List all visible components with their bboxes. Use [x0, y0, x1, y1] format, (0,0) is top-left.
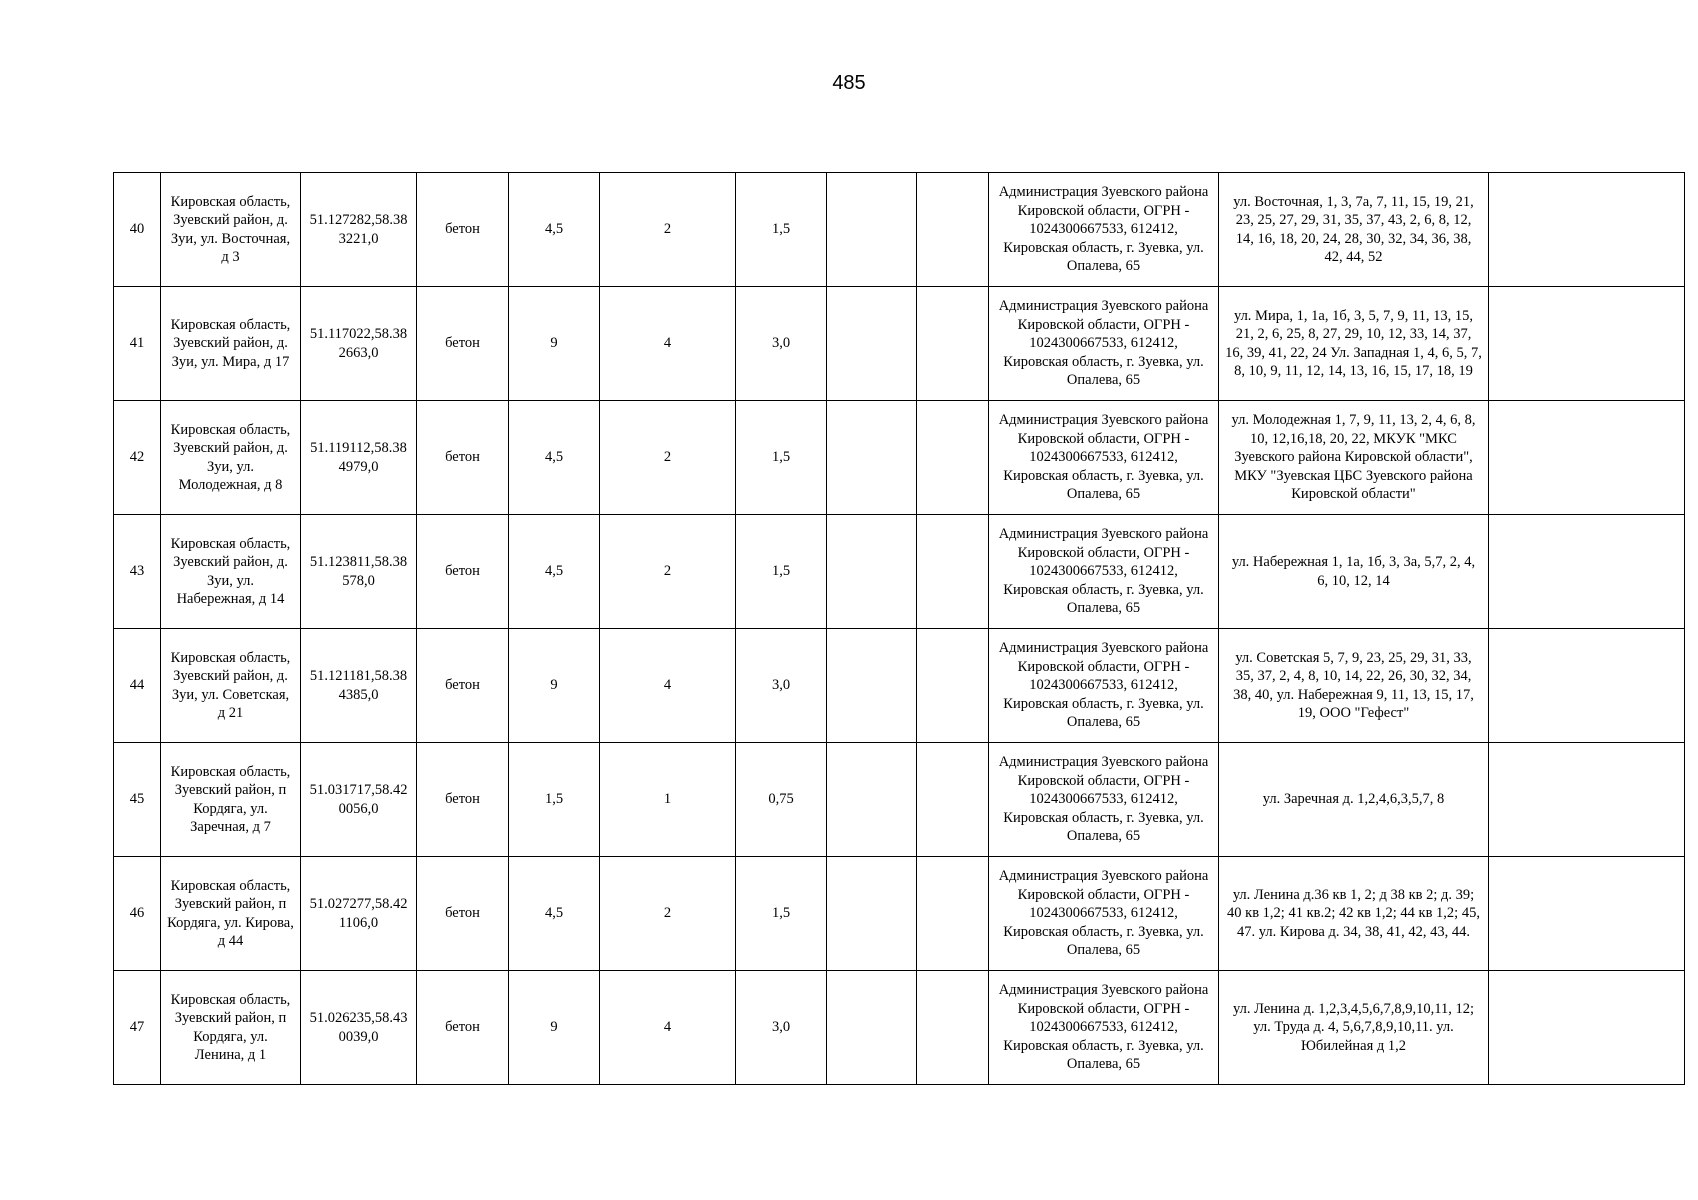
volume-cell: 1,5	[736, 401, 827, 515]
empty-cell-2	[917, 743, 989, 857]
served-addresses-cell: ул. Молодежная 1, 7, 9, 11, 13, 2, 4, 6, 8, 10, 12,16,18, 20, 22, МКУК "МКС Зуевского района Кировской области", МКУ "Зуевская ЦБС Зуевского района Кировской области"	[1219, 401, 1489, 515]
address-cell: Кировская область, Зуевский район, д. Зуи, ул. Набережная, д 14	[161, 515, 301, 629]
area-cell: 9	[509, 287, 600, 401]
row-number-cell: 43	[114, 515, 161, 629]
page-number: 485	[832, 72, 866, 94]
served-addresses-cell: ул. Ленина д. 1,2,3,4,5,6,7,8,9,10,11, 12; ул. Труда д. 4, 5,6,7,8,9,10,11. ул. Юбилейная д 1,2	[1219, 971, 1489, 1085]
coordinates-cell: 51.121181,58.384385,0	[301, 629, 417, 743]
surface-cell: бетон	[417, 971, 509, 1085]
note-cell	[1489, 515, 1685, 629]
address-cell: Кировская область, Зуевский район, д. Зуи, ул. Мира, д 17	[161, 287, 301, 401]
owner-cell: Администрация Зуевского района Кировской области, ОГРН - 1024300667533, 612412, Кировская область, г. Зуевка, ул. Опалева, 65	[989, 173, 1219, 287]
table-row	[114, 857, 1685, 971]
containers-count-cell: 2	[600, 857, 736, 971]
area-cell: 4,5	[509, 401, 600, 515]
area-cell: 1,5	[509, 743, 600, 857]
served-addresses-cell: ул. Ленина д.36 кв 1, 2; д 38 кв 2; д. 39; 40 кв 1,2; 41 кв.2; 42 кв 1,2; 44 кв 1,2; 45, 47. ул. Кирова д. 34, 38, 41, 42, 43, 44.	[1219, 857, 1489, 971]
containers-count-cell: 2	[600, 401, 736, 515]
empty-cell-2	[917, 287, 989, 401]
row-number-cell: 44	[114, 629, 161, 743]
volume-cell: 3,0	[736, 287, 827, 401]
surface-cell: бетон	[417, 515, 509, 629]
containers-count-cell: 1	[600, 743, 736, 857]
coordinates-cell: 51.117022,58.382663,0	[301, 287, 417, 401]
area-cell: 4,5	[509, 515, 600, 629]
row-number-cell: 42	[114, 401, 161, 515]
surface-cell: бетон	[417, 857, 509, 971]
containers-count-cell: 4	[600, 971, 736, 1085]
empty-cell-2	[917, 401, 989, 515]
empty-cell-2	[917, 515, 989, 629]
empty-cell-2	[917, 629, 989, 743]
table-row	[114, 173, 1685, 287]
empty-cell-1	[827, 515, 917, 629]
empty-cell-2	[917, 173, 989, 287]
empty-cell-2	[917, 971, 989, 1085]
coordinates-cell: 51.127282,58.383221,0	[301, 173, 417, 287]
row-number-cell: 46	[114, 857, 161, 971]
note-cell	[1489, 743, 1685, 857]
address-cell: Кировская область, Зуевский район, п Кордяга, ул. Кирова, д 44	[161, 857, 301, 971]
table-row	[114, 515, 1685, 629]
table-row	[114, 971, 1685, 1085]
empty-cell-1	[827, 287, 917, 401]
area-cell: 9	[509, 971, 600, 1085]
surface-cell: бетон	[417, 401, 509, 515]
volume-cell: 1,5	[736, 515, 827, 629]
surface-cell: бетон	[417, 173, 509, 287]
row-number-cell: 47	[114, 971, 161, 1085]
table-row	[114, 287, 1685, 401]
owner-cell: Администрация Зуевского района Кировской области, ОГРН - 1024300667533, 612412, Кировская область, г. Зуевка, ул. Опалева, 65	[989, 515, 1219, 629]
volume-cell: 1,5	[736, 857, 827, 971]
empty-cell-1	[827, 971, 917, 1085]
area-cell: 4,5	[509, 857, 600, 971]
owner-cell: Администрация Зуевского района Кировской области, ОГРН - 1024300667533, 612412, Кировская область, г. Зуевка, ул. Опалева, 65	[989, 401, 1219, 515]
volume-cell: 0,75	[736, 743, 827, 857]
address-cell: Кировская область, Зуевский район, д. Зуи, ул. Советская, д 21	[161, 629, 301, 743]
coordinates-cell: 51.026235,58.430039,0	[301, 971, 417, 1085]
owner-cell: Администрация Зуевского района Кировской области, ОГРН - 1024300667533, 612412, Кировская область, г. Зуевка, ул. Опалева, 65	[989, 971, 1219, 1085]
surface-cell: бетон	[417, 743, 509, 857]
volume-cell: 3,0	[736, 629, 827, 743]
empty-cell-1	[827, 857, 917, 971]
coordinates-cell: 51.123811,58.38578,0	[301, 515, 417, 629]
note-cell	[1489, 173, 1685, 287]
empty-cell-1	[827, 401, 917, 515]
note-cell	[1489, 287, 1685, 401]
surface-cell: бетон	[417, 629, 509, 743]
coordinates-cell: 51.031717,58.420056,0	[301, 743, 417, 857]
owner-cell: Администрация Зуевского района Кировской области, ОГРН - 1024300667533, 612412, Кировская область, г. Зуевка, ул. Опалева, 65	[989, 857, 1219, 971]
row-number-cell: 40	[114, 173, 161, 287]
address-cell: Кировская область, Зуевский район, д. Зуи, ул. Восточная, д 3	[161, 173, 301, 287]
served-addresses-cell: ул. Советская 5, 7, 9, 23, 25, 29, 31, 33, 35, 37, 2, 4, 8, 10, 14, 22, 26, 30, 32, 34, 38, 40, ул. Набережная 9, 11, 13, 15, 17, 19, ООО "Гефест"	[1219, 629, 1489, 743]
row-number-cell: 45	[114, 743, 161, 857]
area-cell: 4,5	[509, 173, 600, 287]
row-number-cell: 41	[114, 287, 161, 401]
surface-cell: бетон	[417, 287, 509, 401]
area-cell: 9	[509, 629, 600, 743]
served-addresses-cell: ул. Набережная 1, 1а, 1б, 3, 3а, 5,7, 2, 4, 6, 10, 12, 14	[1219, 515, 1489, 629]
coordinates-cell: 51.119112,58.384979,0	[301, 401, 417, 515]
empty-cell-1	[827, 173, 917, 287]
table-row	[114, 629, 1685, 743]
volume-cell: 3,0	[736, 971, 827, 1085]
containers-count-cell: 4	[600, 287, 736, 401]
note-cell	[1489, 401, 1685, 515]
owner-cell: Администрация Зуевского района Кировской области, ОГРН - 1024300667533, 612412, Кировская область, г. Зуевка, ул. Опалева, 65	[989, 287, 1219, 401]
empty-cell-1	[827, 629, 917, 743]
address-cell: Кировская область, Зуевский район, д. Зуи, ул. Молодежная, д 8	[161, 401, 301, 515]
volume-cell: 1,5	[736, 173, 827, 287]
address-cell: Кировская область, Зуевский район, п Кордяга, ул. Заречная, д 7	[161, 743, 301, 857]
address-cell: Кировская область, Зуевский район, п Кордяга, ул. Ленина, д 1	[161, 971, 301, 1085]
served-addresses-cell: ул. Восточная, 1, 3, 7а, 7, 11, 15, 19, 21, 23, 25, 27, 29, 31, 35, 37, 43, 2, 6, 8, 12, 14, 16, 18, 20, 24, 28, 30, 32, 34, 36, 38, 42, 44, 52	[1219, 173, 1489, 287]
table-row	[114, 401, 1685, 515]
note-cell	[1489, 857, 1685, 971]
empty-cell-2	[917, 857, 989, 971]
served-addresses-cell: ул. Мира, 1, 1а, 1б, 3, 5, 7, 9, 11, 13, 15, 21, 2, 6, 25, 8, 27, 29, 10, 12, 33, 14, 37, 16, 39, 41, 22, 24 Ул. Западная 1, 4, 6, 5, 7, 8, 10, 9, 11, 12, 14, 13, 16, 15, 17, 18, 19	[1219, 287, 1489, 401]
table-row	[114, 743, 1685, 857]
served-addresses-cell: ул. Заречная д. 1,2,4,6,3,5,7, 8	[1219, 743, 1489, 857]
coordinates-cell: 51.027277,58.421106,0	[301, 857, 417, 971]
containers-count-cell: 4	[600, 629, 736, 743]
note-cell	[1489, 629, 1685, 743]
owner-cell: Администрация Зуевского района Кировской области, ОГРН - 1024300667533, 612412, Кировская область, г. Зуевка, ул. Опалева, 65	[989, 629, 1219, 743]
table-body	[114, 173, 1685, 1085]
note-cell	[1489, 971, 1685, 1085]
containers-count-cell: 2	[600, 173, 736, 287]
containers-count-cell: 2	[600, 515, 736, 629]
waste-sites-table	[113, 172, 1685, 1085]
empty-cell-1	[827, 743, 917, 857]
owner-cell: Администрация Зуевского района Кировской области, ОГРН - 1024300667533, 612412, Кировская область, г. Зуевка, ул. Опалева, 65	[989, 743, 1219, 857]
